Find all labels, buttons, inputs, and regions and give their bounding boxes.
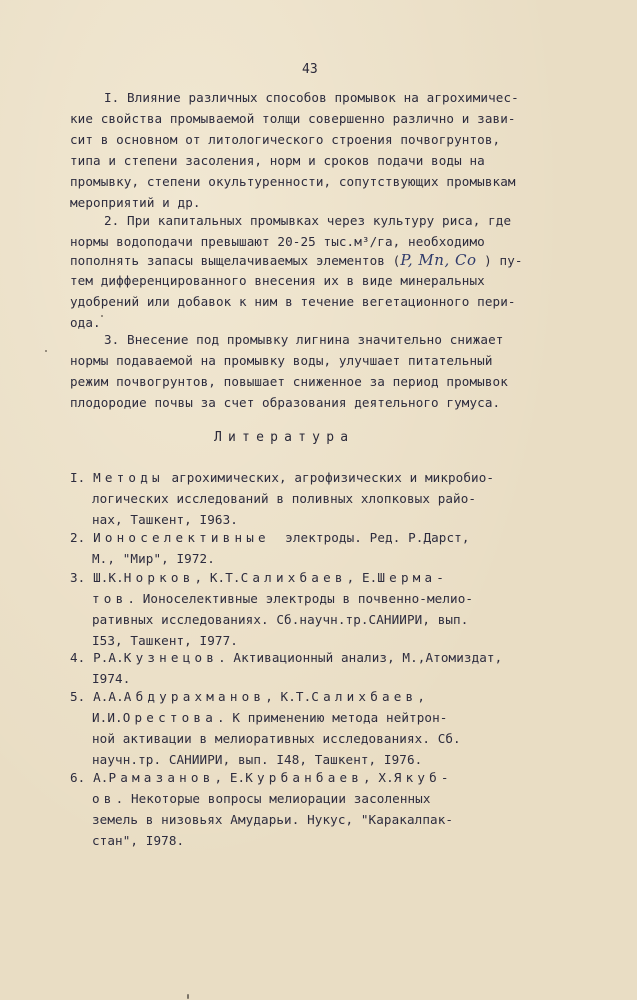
text-line: нормы подаваемой на промывку воды, улучшает питательный [70,353,493,368]
reference-first-line [70,770,453,786]
reference-initials: А.А. [93,689,124,704]
text-line: 2. При капитальных промывках через культуру риса, где [104,213,512,228]
reference-first-line [70,650,502,666]
text-line: научн.тр. САНИИРИ, вып. I48, Ташкент, I976. [92,752,423,767]
reference-author: Норков [123,570,195,585]
reference-initials: , Х. [363,770,394,785]
reference-second-line [92,710,447,726]
text-line: промывку, степени окультуренности, сопутствующих промывкам [70,174,516,189]
text-line: 3. Внесение под промывку лигнина значительно снижает [104,332,504,347]
text-line: типа и степени засоления, норм и сроков подачи воды на [70,153,485,168]
reference-text: , [417,689,426,704]
text-line: мероприятий и др. [70,195,201,210]
reference-author: Курбанбаев [245,770,364,785]
reference-text: электроды. Ред. Р.Дарст, [269,530,470,545]
reference-number: 3. [70,570,86,585]
text-line: I. Влияние различных способов промывок на агрохимичес- [104,90,519,105]
reference-author: Салихбаев [240,570,347,585]
text-line: I53, Ташкент, I977. [92,633,238,648]
text-line: ода. [70,315,101,330]
text-line: М., "Мир", I972. [92,551,215,566]
reference-author: Методы [93,470,164,485]
reference-first-line [70,530,470,546]
reference-first-line [70,470,494,486]
text-line: логических исследований в поливных хлопковых райо- [92,491,477,506]
text-line: удобрений или добавок к ним в течение вегетационного пери- [70,294,516,309]
text-line: I974. [92,671,131,686]
reference-text: . Некоторые вопросы мелиорации засоленных [115,791,431,806]
reference-author: Абдурахманов [123,689,266,704]
text-line: ной активации в мелиоративных исследованиях. Сб. [92,731,461,746]
reference-initials: Ш.К. [93,570,124,585]
text-segment: пополнять запасы выщелачиваемых элементов ( [70,253,401,268]
text-line: сит в основном от литологического строения почвогрунтов, [70,132,501,147]
reference-title: Ионоселективные [93,530,270,545]
reference-author: Рамазанов [108,770,215,785]
reference-text: . Ионоселективные электроды в почвенно-мелио- [127,591,474,606]
reference-author: Орестова [122,710,217,725]
reference-author: ов [92,791,116,806]
text-line: нормы водоподачи превышают 20-25 тыс.м³/га, необходимо [70,234,485,249]
reference-number: 2. [70,530,86,545]
reference-first-line [70,689,425,705]
text-line: плодородие почвы за счет образования деятельного гумуса. [70,395,501,410]
page-number: 43 [302,62,318,77]
reference-number: 5. [70,689,86,704]
text-line: ративных исследованиях. Сб.научн.тр.САНИИРИ, вып. [92,612,469,627]
reference-author: тов [92,591,128,606]
reference-initials: , К.Т. [265,689,312,704]
text-line: кие свойства промываемой толщи совершенно различно и зави- [70,111,516,126]
reference-number: 4. [70,650,86,665]
text-line: земель в низовьях Амударьи. Нукус, "Каракалпак- [92,812,454,827]
scan-speck [45,350,47,352]
reference-initials: , К.Т. [194,570,241,585]
reference-initials: , Е. [346,570,378,585]
reference-second-line [92,791,431,807]
reference-initials: И.И. [92,710,123,725]
reference-initials: Р.А. [93,650,124,665]
reference-author: Кузнецов [123,650,219,665]
reference-author: Салихбаев [311,689,418,704]
references-heading: Литература [214,430,355,445]
reference-author: Шерма- [377,570,449,585]
text-line: тем дифференцированного внесения их в виде минеральных [70,273,485,288]
text-line: стан", I978. [92,833,185,848]
scan-speck [187,994,189,999]
handwritten-elements: P, Mn, Co [400,251,477,269]
reference-number: I. [70,470,86,485]
reference-text: . К применению метода нейтрон- [217,710,448,725]
text-segment: ) пу- [476,253,523,268]
reference-first-line [70,570,448,586]
reference-author: Якуб- [393,770,453,785]
text-line-with-handwriting [70,252,523,269]
reference-second-line [92,591,473,607]
reference-initials: , Е. [214,770,246,785]
reference-text: агрохимических, агрофизических и микробио- [163,470,495,485]
scan-speck [101,315,103,317]
text-line: режим почвогрунтов, повышает сниженное за период промывок [70,374,508,389]
reference-initials: А. [93,770,109,785]
reference-number: 6. [70,770,86,785]
text-line: нах, Ташкент, I963. [92,512,238,527]
reference-text: . Активационный анализ, М.,Атомиздат, [218,650,503,665]
